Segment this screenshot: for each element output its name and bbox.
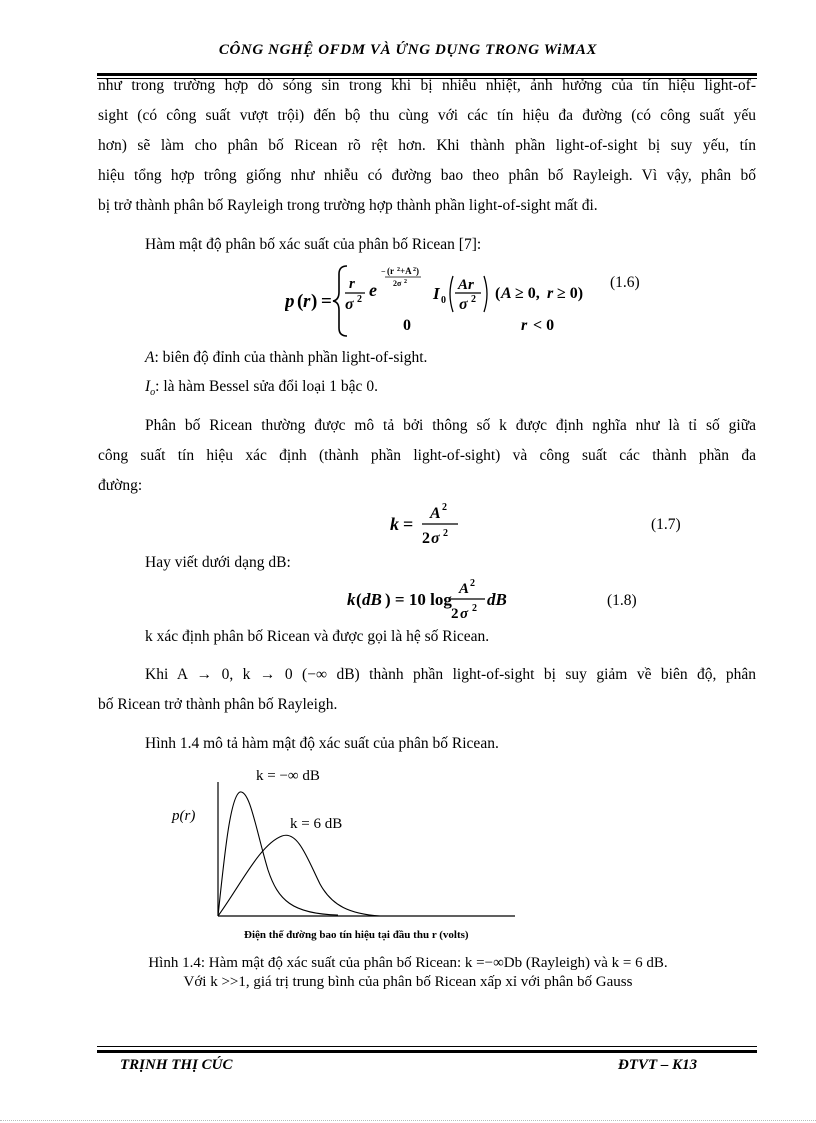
- svg-text:0: 0: [441, 295, 446, 306]
- svg-text:r: r: [547, 285, 554, 302]
- p5: k xác định phân bố Ricean và được gọi là hệ số Ricean.: [145, 628, 490, 645]
- svg-text:A: A: [459, 581, 470, 597]
- svg-text:r: r: [303, 291, 311, 312]
- def-I0-text: : là hàm Bessel sửa đổi loại 1 bậc 0.: [155, 378, 378, 395]
- svg-text:=: =: [321, 291, 332, 312]
- svg-text:≥ 0): ≥ 0): [557, 285, 584, 302]
- svg-text:2: 2: [357, 294, 362, 305]
- svg-text:2: 2: [442, 502, 447, 513]
- equation-1-8-number: (1.8): [607, 592, 637, 609]
- page-bottom-edge: [0, 1120, 816, 1121]
- equation-1-7-number: (1.7): [651, 516, 681, 533]
- svg-text:(: (: [495, 285, 501, 302]
- svg-text:(r: (r: [387, 266, 394, 276]
- def-I0-symbol: I: [145, 378, 151, 395]
- svg-text:2: 2: [471, 294, 476, 305]
- svg-text:2: 2: [470, 578, 475, 589]
- curve2-label: k = 6 dB: [290, 816, 343, 832]
- curve-rayleigh: [218, 792, 338, 916]
- svg-text:< 0: < 0: [533, 317, 555, 334]
- footer-class: ĐTVT – K13: [618, 1057, 698, 1073]
- p6-line-1: Khi A → 0, k → 0 (−∞ dB) thành phần light-of-sight bị suy giảm về biên độ, phân: [145, 666, 756, 683]
- p3-line-2: công suất tín hiệu xác định (thành phần light-of-sight) và công suất các thành phần đa: [98, 447, 756, 464]
- y-axis-label: p(r): [172, 808, 196, 824]
- svg-text:p: p: [285, 291, 295, 312]
- footer-author: TRỊNH THỊ CÚC: [120, 1057, 233, 1073]
- svg-text:dB: dB: [362, 590, 382, 609]
- svg-text:0: 0: [403, 317, 411, 334]
- svg-text:σ: σ: [431, 530, 440, 547]
- svg-text:I: I: [433, 284, 440, 303]
- curve1-label: k = −∞ dB: [256, 768, 320, 784]
- svg-text:+A: +A: [400, 266, 412, 276]
- svg-text:2: 2: [443, 528, 448, 539]
- equation-1-7-svg: [390, 500, 490, 550]
- svg-text:2: 2: [413, 267, 416, 273]
- figure-caption-line-2: Với k >>1, giá trị trung bình của phân bố Ricean xấp xỉ với phân bố Gauss: [183, 974, 633, 990]
- equation-1-6-svg: [285, 262, 615, 338]
- svg-text:) = 10 log: ) = 10 log: [385, 590, 452, 609]
- svg-text:2: 2: [422, 530, 430, 547]
- svg-text:k: k: [390, 514, 399, 534]
- svg-text:2: 2: [397, 267, 400, 273]
- equation-1-7: [390, 500, 490, 550]
- p3-line-1: Phân bố Ricean thường được mô tả bởi thông số k được định nghĩa như là tỉ số giữa: [145, 417, 756, 434]
- equation-1-6: [285, 262, 615, 338]
- svg-text:σ: σ: [459, 296, 468, 313]
- svg-text:−: −: [381, 267, 386, 276]
- svg-text:A: A: [501, 285, 512, 302]
- svg-text:=: =: [403, 514, 414, 534]
- svg-text:k: k: [347, 590, 356, 609]
- svg-text:(: (: [297, 291, 304, 312]
- def-A: [145, 349, 803, 367]
- def-A-text: : biên độ đỉnh của thành phần light-of-sight.: [154, 349, 428, 366]
- svg-text:Ar: Ar: [458, 277, 474, 293]
- svg-text:r: r: [521, 317, 528, 334]
- svg-text:dB: dB: [487, 590, 507, 609]
- svg-text:≥ 0,: ≥ 0,: [515, 285, 540, 302]
- x-axis-label: Điện thế đường bao tín hiệu tại đầu thu r (volts): [244, 929, 469, 941]
- p2: Hàm mật độ phân bố xác suất của phân bố Ricean [7]:: [145, 236, 482, 253]
- svg-text:r: r: [349, 276, 355, 292]
- figure-1-4-plot: [160, 760, 520, 945]
- def-I0: [145, 378, 803, 398]
- figure-caption-line-1: Hình 1.4: Hàm mật độ xác suất của phân bố Ricean: k =−∞Db (Rayleigh) và k = 6 dB.: [148, 955, 668, 971]
- p1-line-2: sight (có công suất vượt trội) đến bộ thu cùng với các tín hiệu đa đường (có công suất yếu: [98, 107, 756, 124]
- equation-1-8: [347, 578, 527, 628]
- svg-text:(: (: [356, 590, 362, 609]
- def-A-symbol: A: [145, 349, 155, 366]
- p1-line-5: bị trở thành phân bố Rayleigh trong trường hợp thành phần light-of-sight mất đi.: [98, 197, 598, 214]
- svg-text:σ: σ: [345, 296, 354, 313]
- svg-text:2: 2: [404, 279, 407, 285]
- p1-line-3: hơn) sẽ làm cho phân bố Ricean rõ rệt hơn. Khi thành phần light-of-sight bị suy yếu, tín: [98, 137, 756, 154]
- footer-rule: [97, 1050, 757, 1053]
- svg-text:2: 2: [451, 606, 459, 622]
- running-header: CÔNG NGHỆ OFDM VÀ ỨNG DỤNG TRONG WiMAX: [218, 42, 598, 58]
- footer-rule-thin: [97, 1046, 757, 1047]
- p4: Hay viết dưới dạng dB:: [145, 554, 291, 571]
- figure-1-4: [160, 760, 520, 945]
- svg-text:A: A: [430, 505, 441, 522]
- header-rule: [97, 73, 757, 76]
- svg-text:2σ: 2σ: [393, 279, 402, 288]
- svg-text:e: e: [369, 280, 377, 300]
- p1-line-4: hiệu tổng hợp trông giống như nhiễu có đường bao theo phân bố Rayleigh. Vì vậy, phân bố: [98, 167, 756, 184]
- svg-text:σ: σ: [460, 606, 469, 622]
- def-I0-subscript: o: [150, 387, 156, 399]
- p3-line-3: đường:: [98, 477, 143, 494]
- p7: Hình 1.4 mô tả hàm mật độ xác suất của phân bố Ricean.: [145, 735, 499, 752]
- p1-line-1: như trong trường hợp dò sóng sin trong khi bị nhiễu nhiệt, ảnh hưởng của tín hiệu light-of-: [98, 77, 756, 94]
- svg-text:): ): [416, 266, 419, 276]
- equation-1-6-number: (1.6): [610, 274, 640, 291]
- svg-text:): ): [311, 291, 318, 312]
- equation-1-8-svg: [347, 578, 527, 628]
- svg-text:2: 2: [472, 603, 477, 614]
- p6-line-2: bố Ricean trở thành phân bố Rayleigh.: [98, 696, 338, 713]
- curve-ricean-6dB: [218, 835, 380, 916]
